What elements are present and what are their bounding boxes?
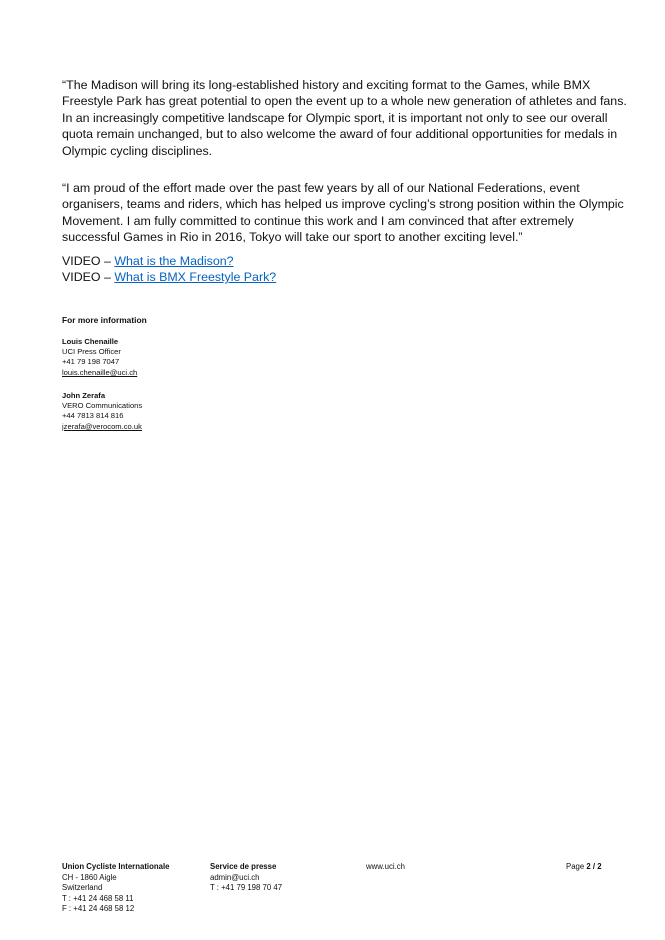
quote-paragraph-2: “I am proud of the effort made over the past few years by all of our National Federations, event organisers, teams and riders, which has helped us improve cycling’s strong position within the Olympic Movement. I am fully committed to continue this work and I am convinced that after extremely successful Games in Rio in 2016, Tokyo will take our sport to another exciting level.” [62,181,624,245]
contact-email-link[interactable]: louis.chenaille@uci.ch [62,367,138,377]
footer-page-number [566,862,602,873]
video-link-madison[interactable]: What is the Madison? [114,254,234,268]
contact-name: Louis Chenaille [62,337,119,346]
footer-press-title: Service de presse [210,862,277,871]
footer-tel: T : +41 24 468 58 11 [62,893,134,903]
contact-block-chenaille [62,337,137,378]
footer-address-line: CH - 1860 Aigle [62,872,117,882]
contact-block-zerafa [62,391,142,432]
footer-press-tel: T : +41 79 198 70 47 [210,883,283,893]
footer-org-name: Union Cycliste Internationale [62,862,170,871]
footer-organisation [62,862,169,915]
video-prefix: VIDEO – [62,270,115,284]
page-label: Page [566,862,587,871]
contact-phone: +44 7813 814 816 [62,411,124,421]
footer-press-service [210,862,282,894]
footer-address-line: Switzerland [62,883,103,893]
contact-name: John Zerafa [62,391,106,400]
video-prefix: VIDEO – [62,254,115,268]
page-count: 2 / 2 [586,862,602,871]
video-link-bmx-freestyle[interactable]: What is BMX Freestyle Park? [114,270,277,284]
video-line-madison [62,253,234,269]
footer-press-email: admin@uci.ch [210,872,260,882]
contact-phone: +41 79 198 7047 [62,357,120,367]
contact-role: UCI Press Officer [62,347,121,357]
quote-paragraph-1: “The Madison will bring its long-established history and exciting format to the Games, while BMX Freestyle Park has great potential to open the event up to a whole new generation of athletes and fans. In an increasingly competitive landscape for Olympic sport, it is important not only to see our overall quota remain unchanged, but to also welcome the award of four additional opportunities for medals in Olympic cycling disciplines. [62,78,627,158]
contact-email-link[interactable]: jzerafa@verocom.co.uk [62,421,142,431]
video-line-bmx [62,269,276,285]
more-info-heading: For more information [62,315,147,325]
footer-fax: F : +41 24 468 58 12 [62,904,135,914]
footer-website: www.uci.ch [366,862,405,871]
contact-role: VERO Communications [62,401,143,411]
